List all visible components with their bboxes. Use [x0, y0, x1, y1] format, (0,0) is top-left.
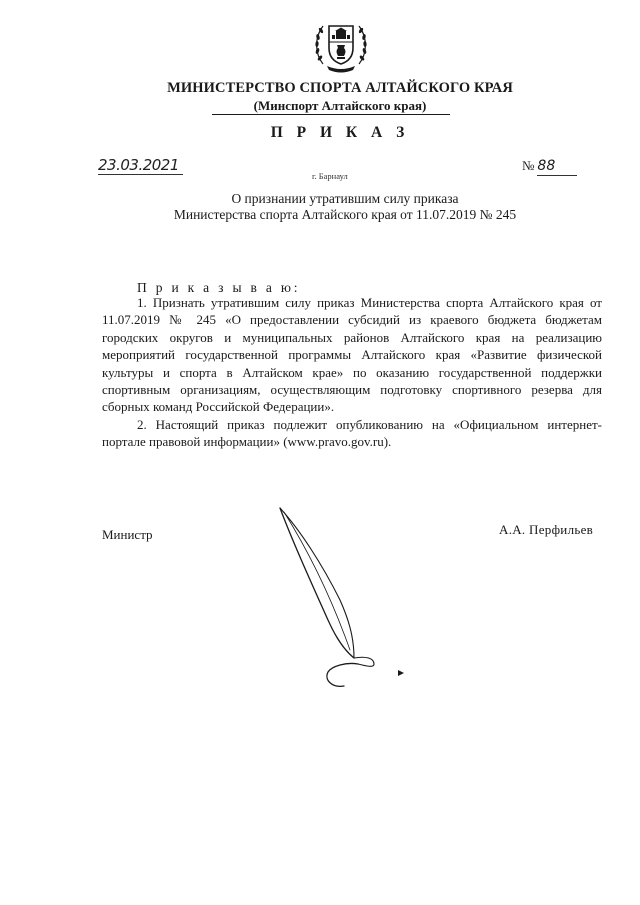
order-intro: П р и к а з ы в а ю:: [137, 280, 301, 295]
body-paragraph-1: 1. Признать утратившим силу приказ Министерства спорта Алтайского края от 11.07.2019 № 245 «О предоставлении субсидий из краевого бюджета бюджетам городских округов и муниципальных районов Алтайского края на реализацию мероприятий государственной программы Алтайского края «Развитие физической культуры и спорта в Алтайском крае» по оказанию государственной поддержки спортивным организациям, осуществляющим подготовку спортивного резерва для сборных команд Российской Федерации».: [102, 295, 602, 415]
signatory-title: Министр: [102, 527, 153, 542]
document-date: 23.03.2021: [98, 156, 183, 175]
document-number: [522, 157, 577, 176]
document-city: г. Барнаул: [312, 171, 348, 181]
body-paragraph-2: 2. Настоящий приказ подлежит опубликованию на «Официальном интернет-портале правовой информации» (www.pravo.gov.ru).: [102, 416, 602, 450]
header-divider: [212, 114, 450, 115]
ministry-short-name: (Минспорт Алтайского края): [253, 98, 427, 113]
document-body: [102, 294, 602, 451]
document-type-heading: П Р И К А З: [270, 124, 410, 141]
coat-of-arms-icon: [309, 14, 373, 78]
subject-line-1: О признании утратившим силу приказа: [231, 191, 459, 206]
ministry-name: МИНИСТЕРСТВО СПОРТА АЛТАЙСКОГО КРАЯ: [167, 80, 513, 96]
document-number-label: №: [522, 158, 535, 173]
signatory-name: А.А. Перфильев: [499, 522, 594, 537]
document-number-value: 88: [537, 157, 577, 176]
handwritten-signature-icon: [270, 500, 430, 700]
subject-line-2: Министерства спорта Алтайского края от 11.07.2019 № 245: [173, 206, 517, 222]
document-subject: [0, 191, 640, 222]
